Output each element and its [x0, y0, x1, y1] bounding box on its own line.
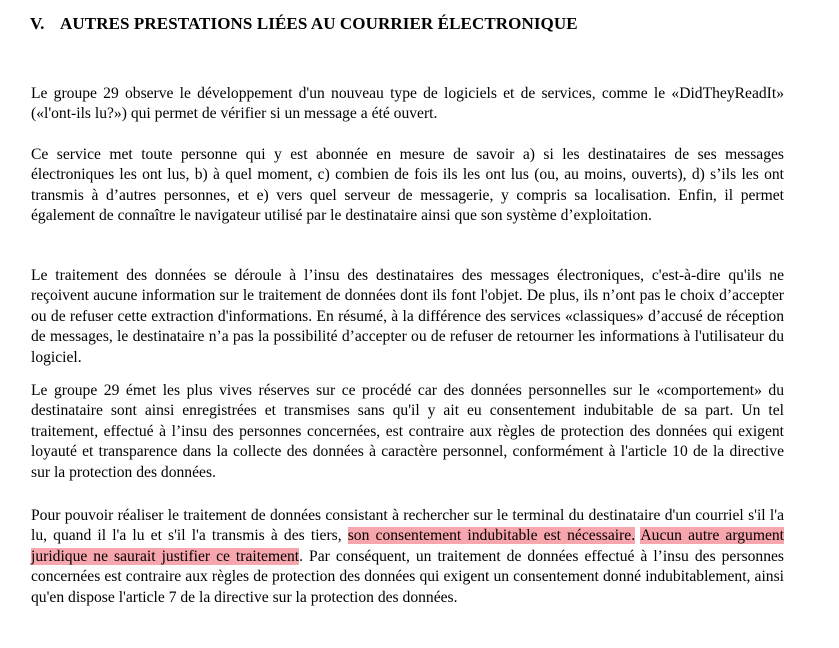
paragraph-5-text-start: Pour pouvoir réaliser le traitement de données consistant à rechercher sur le terminal du destinataire d'un courriel s'il l'a lu, quand il l'a lu et s'il l'a transmis à des tiers, — [31, 506, 784, 545]
paragraph-3: Le traitement des données se déroule à l’insu des destinataires des messages électroniques, c'est-à-dire qu'ils ne reçoivent aucune information sur le traitement de données dont ils font l'objet. De plus, ils n’ont pas le choix d’accepter ou de refuser cette extraction d'informations. En résumé, à la différence des services «classiques» d’accusé de réception de messages, le destinataire n’a pas la possibilité d’accepter ou de refuser de retourner les informations à l'utilisateur du logiciel. — [31, 266, 784, 366]
highlight-consent-required: son consentement indubitable est nécessaire. — [347, 527, 636, 545]
section-title: AUTRES PRESTATIONS LIÉES AU COURRIER ÉLECTRONIQUE — [60, 14, 578, 33]
paragraph-1: Le groupe 29 observe le développement d'un nouveau type de logiciels et de services, comme le «DidTheyReadIt» («l'ont-ils lu?») qui permet de vérifier si un message a été ouvert. — [31, 84, 784, 123]
section-heading — [30, 14, 578, 34]
paragraph-2: Ce service met toute personne qui y est abonnée en mesure de savoir a) si les destinataires de ses messages électroniques les ont lus, b) à quel moment, c) combien de fois ils les ont lus (ou, au moins, ouverts), d) s’ils les ont transmis à d’autres personnes, et e) vers quel serveur de messagerie, y compris sa localisation. Enfin, il permet également de connaître le navigateur utilisé par le destinataire ainsi que son système d’exploitation. — [31, 145, 784, 225]
paragraph-4: Le groupe 29 émet les plus vives réserves sur ce procédé car des données personnelles sur le «comportement» du destinataire sont ainsi enregistrées et transmises sans qu'il y ait eu consentement indubitable de sa part. Un tel traitement, effectué à l’insu des personnes concernées, est contraire aux règles de protection des données qui exigent loyauté et transparence dans la collecte des données à caractère personnel, conformément à l'article 10 de la directive sur la protection des données. — [31, 381, 784, 481]
section-number: V. — [30, 14, 45, 33]
paragraph-5 — [31, 506, 784, 609]
paragraph-5-text-end: . Par conséquent, un traitement de données effectué à l’insu des personnes concernées est contraire aux règles de protection des données qui exigent un consentement donné indubitablement, ainsi qu'en dispose l'article 7 de la directive sur la protection des données. — [31, 547, 784, 606]
highlight-no-other-argument: Aucun autre argument juridique ne saurait justifier ce traitement — [31, 527, 784, 565]
